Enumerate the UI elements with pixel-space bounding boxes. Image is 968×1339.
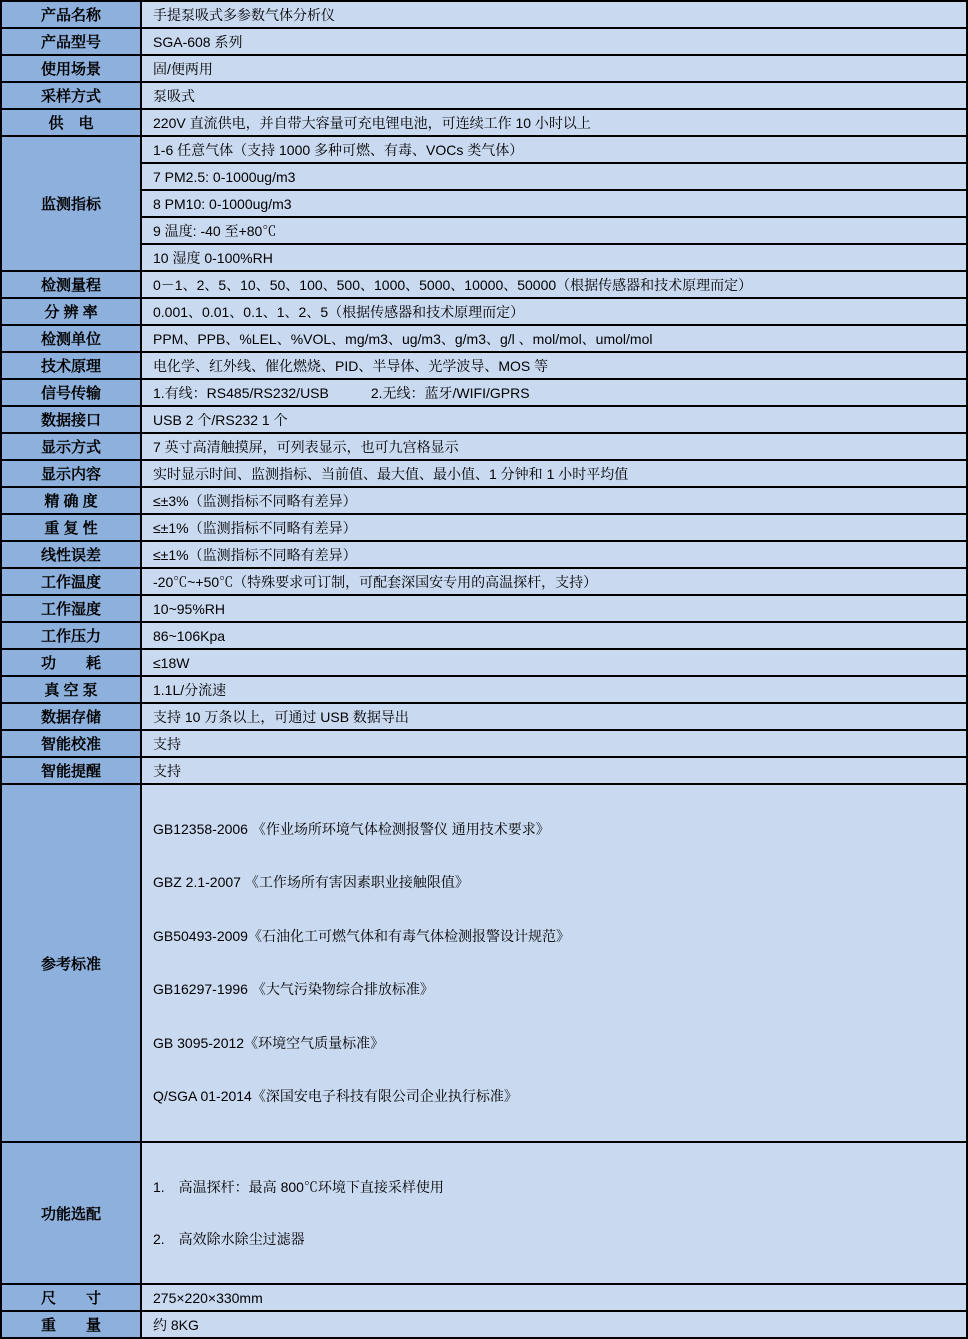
table-row — [1, 379, 967, 406]
spec-value-monitoring-5: 10 湿度 0-100%RH — [141, 244, 967, 271]
spec-label-weight: 重 量 — [1, 1311, 141, 1338]
spec-value-monitoring-1: 1-6 任意气体（支持 1000 多种可燃、有毒、VOCs 类气体） — [141, 136, 967, 163]
spec-label-working-temperature: 工作温度 — [1, 568, 141, 595]
table-row — [1, 109, 967, 136]
spec-value-usage-scene: 固/便两用 — [141, 55, 967, 82]
spec-label-display-content: 显示内容 — [1, 460, 141, 487]
spec-label-detection-unit: 检测单位 — [1, 325, 141, 352]
spec-label-product-name: 产品名称 — [1, 1, 141, 28]
standard-line: GB 3095-2012《环境空气质量标准》 — [153, 1034, 385, 1051]
table-row — [1, 1, 967, 28]
table-row — [1, 703, 967, 730]
spec-value-smart-reminder: 支持 — [141, 757, 967, 784]
table-row — [1, 28, 967, 55]
table-row — [1, 568, 967, 595]
spec-label-resolution: 分 辨 率 — [1, 298, 141, 325]
spec-label-power-consumption: 功 耗 — [1, 649, 141, 676]
table-row — [1, 352, 967, 379]
spec-label-accuracy: 精 确 度 — [1, 487, 141, 514]
spec-label-detection-range: 检测量程 — [1, 271, 141, 298]
table-row — [1, 406, 967, 433]
table-row — [1, 244, 967, 271]
spec-value-accuracy: ≤±3%（监测指标不同略有差异） — [141, 487, 967, 514]
spec-label-display-mode: 显示方式 — [1, 433, 141, 460]
table-row — [1, 82, 967, 109]
spec-value-reference-standards — [141, 784, 967, 1142]
table-row — [1, 136, 967, 163]
spec-label-linearity-error: 线性误差 — [1, 541, 141, 568]
table-row — [1, 298, 967, 325]
standard-line: GB12358-2006 《作业场所环境气体检测报警仪 通用技术要求》 — [153, 821, 550, 837]
table-row — [1, 1311, 967, 1338]
table-row — [1, 514, 967, 541]
table-row — [1, 487, 967, 514]
table-row — [1, 163, 967, 190]
spec-label-working-humidity: 工作湿度 — [1, 595, 141, 622]
spec-value-monitoring-2: 7 PM2.5: 0-1000ug/m3 — [141, 163, 967, 190]
spec-label-reference-standards: 参考标准 — [1, 784, 141, 1142]
spec-label-smart-calibration: 智能校准 — [1, 730, 141, 757]
spec-value-power-consumption: ≤18W — [141, 649, 967, 676]
spec-value-data-storage: 支持 10 万条以上，可通过 USB 数据导出 — [141, 703, 967, 730]
table-row — [1, 433, 967, 460]
spec-label-sampling-method: 采样方式 — [1, 82, 141, 109]
spec-label-monitoring-indicators: 监测指标 — [1, 136, 141, 271]
spec-value-power-supply: 220V 直流供电，并自带大容量可充电锂电池，可连续工作 10 小时以上 — [141, 109, 967, 136]
spec-label-working-pressure: 工作压力 — [1, 622, 141, 649]
table-row — [1, 784, 967, 1142]
table-row — [1, 622, 967, 649]
spec-value-vacuum-pump: 1.1L/分流速 — [141, 676, 967, 703]
spec-label-technical-principle: 技术原理 — [1, 352, 141, 379]
table-row — [1, 217, 967, 244]
option-line: 2. 高效除水除尘过滤器 — [153, 1231, 305, 1248]
table-row — [1, 541, 967, 568]
table-row — [1, 190, 967, 217]
table-row — [1, 757, 967, 784]
spec-value-working-pressure: 86~106Kpa — [141, 622, 967, 649]
spec-value-linearity-error: ≤±1%（监测指标不同略有差异） — [141, 541, 967, 568]
standard-line: GB16297-1996 《大气污染物综合排放标准》 — [153, 981, 434, 998]
table-row — [1, 649, 967, 676]
spec-label-dimensions: 尺 寸 — [1, 1284, 141, 1311]
table-row — [1, 55, 967, 82]
spec-value-resolution: 0.001、0.01、0.1、1、2、5（根据传感器和技术原理而定） — [141, 298, 967, 325]
spec-value-monitoring-3: 8 PM10: 0-1000ug/m3 — [141, 190, 967, 217]
spec-value-repeatability: ≤±1%（监测指标不同略有差异） — [141, 514, 967, 541]
spec-value-sampling-method: 泵吸式 — [141, 82, 967, 109]
spec-label-usage-scene: 使用场景 — [1, 55, 141, 82]
table-row — [1, 460, 967, 487]
spec-label-optional-features: 功能选配 — [1, 1142, 141, 1284]
standard-line: GB50493-2009《石油化工可燃气体和有毒气体检测报警设计规范》 — [153, 927, 570, 944]
spec-value-working-humidity: 10~95%RH — [141, 595, 967, 622]
spec-value-optional-features — [141, 1142, 967, 1284]
spec-value-smart-calibration: 支持 — [141, 730, 967, 757]
spec-value-working-temperature: -20℃~+50℃（特殊要求可订制，可配套深国安专用的高温探杆，支持） — [141, 568, 967, 595]
spec-value-weight: 约 8KG — [141, 1311, 967, 1338]
spec-label-product-model: 产品型号 — [1, 28, 141, 55]
spec-value-signal-transmission: 1.有线：RS485/RS232/USB 2.无线：蓝牙/WIFI/GPRS — [141, 379, 967, 406]
spec-label-repeatability: 重 复 性 — [1, 514, 141, 541]
standard-line: GBZ 2.1-2007 《工作场所有害因素职业接触限值》 — [153, 874, 469, 891]
spec-label-data-interface: 数据接口 — [1, 406, 141, 433]
table-row — [1, 595, 967, 622]
spec-value-technical-principle: 电化学、红外线、催化燃烧、PID、半导体、光学波导、MOS 等 — [141, 352, 967, 379]
table-row — [1, 1284, 967, 1311]
spec-label-signal-transmission: 信号传输 — [1, 379, 141, 406]
spec-label-vacuum-pump: 真 空 泵 — [1, 676, 141, 703]
spec-value-product-name: 手提泵吸式多参数气体分析仪 — [141, 1, 967, 28]
table-row — [1, 271, 967, 298]
table-row — [1, 676, 967, 703]
spec-label-data-storage: 数据存储 — [1, 703, 141, 730]
spec-value-display-content: 实时显示时间、监测指标、当前值、最大值、最小值、1 分钟和 1 小时平均值 — [141, 460, 967, 487]
spec-value-detection-unit: PPM、PPB、%LEL、%VOL、mg/m3、ug/m3、g/m3、g/l 、mol/mol、umol/mol — [141, 325, 967, 352]
spec-label-power-supply: 供 电 — [1, 109, 141, 136]
table-row — [1, 1142, 967, 1284]
spec-value-product-model: SGA-608 系列 — [141, 28, 967, 55]
spec-value-display-mode: 7 英寸高清触摸屏，可列表显示，也可九宫格显示 — [141, 433, 967, 460]
spec-value-monitoring-4: 9 温度: -40 至+80℃ — [141, 217, 967, 244]
table-row — [1, 730, 967, 757]
standard-line: Q/SGA 01-2014《深国安电子科技有限公司企业执行标准》 — [153, 1088, 518, 1105]
option-line: 1. 高温探杆：最高 800℃环境下直接采样使用 — [153, 1179, 444, 1196]
spec-value-data-interface: USB 2 个/RS232 1 个 — [141, 406, 967, 433]
spec-value-detection-range: 0－1、2、5、10、50、100、500、1000、5000、10000、50000（根据传感器和技术原理而定） — [141, 271, 967, 298]
table-row — [1, 325, 967, 352]
spec-label-smart-reminder: 智能提醒 — [1, 757, 141, 784]
spec-value-dimensions: 275×220×330mm — [141, 1284, 967, 1311]
